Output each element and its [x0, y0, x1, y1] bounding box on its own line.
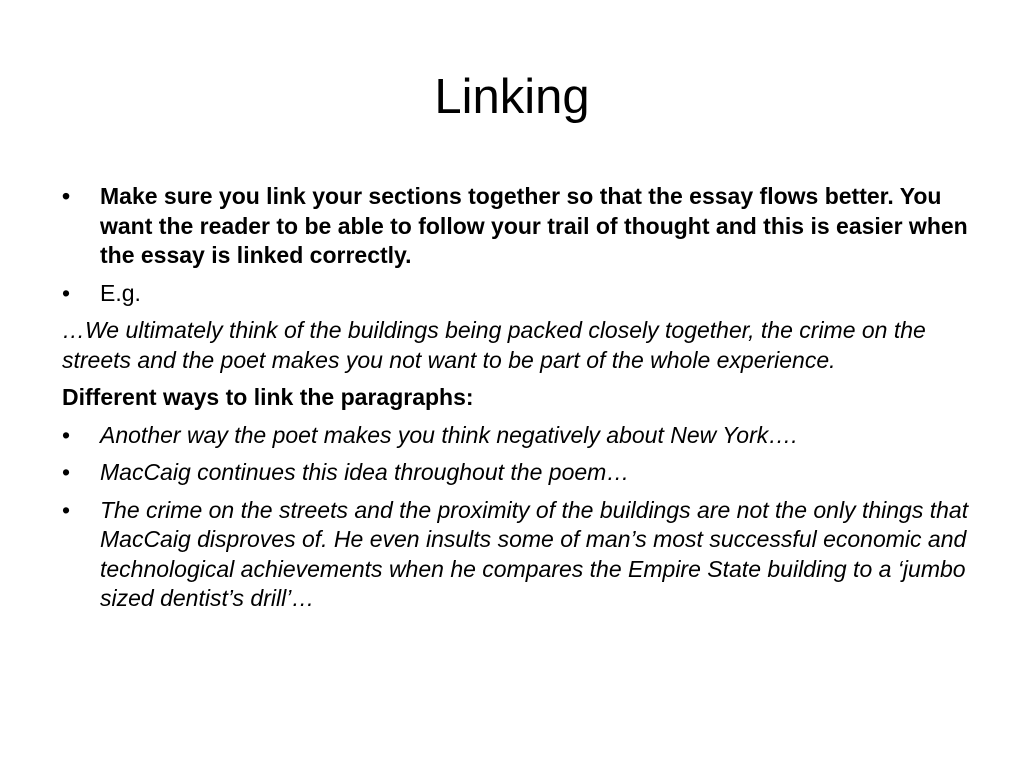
bullet-icon: •: [62, 421, 71, 448]
bullet-text: The crime on the streets and the proximity of the buildings are not the only things that MacCaig disproves of. He even insults some of man’s most successful economic and technological achievements when he compares the Empire State building to a ‘jumbo sized dentist’s drill’…: [100, 496, 969, 611]
bullet-icon: •: [62, 459, 71, 485]
bullet-item-way-1: [62, 421, 974, 451]
slide-title: Linking: [434, 70, 590, 124]
bullet-text: E.g.: [100, 279, 141, 306]
slide-body: [62, 182, 974, 622]
bullet-icon: •: [62, 279, 71, 306]
bullet-icon: •: [62, 496, 71, 523]
bullet-item-way-2: [62, 458, 974, 488]
bullet-text: Make sure you link your sections together so that the essay flows better. You want the reader to be able to follow your trail of thought and this is easier when the essay is linked correctly.: [100, 183, 968, 268]
ways-heading: Different ways to link the paragraphs:: [62, 384, 474, 410]
bullet-text: MacCaig continues this idea throughout the poem…: [100, 459, 630, 485]
bullet-item-intro: [62, 182, 974, 271]
example-quote: …We ultimately think of the buildings being packed closely together, the crime on the streets and the poet makes you not want to be part of the whole experience.: [62, 317, 926, 373]
bullet-text: Another way the poet makes you think negatively about New York….: [100, 421, 798, 448]
bullet-item-example: [62, 279, 974, 309]
bullet-icon: •: [62, 183, 71, 209]
bullet-item-way-3: [62, 496, 974, 614]
